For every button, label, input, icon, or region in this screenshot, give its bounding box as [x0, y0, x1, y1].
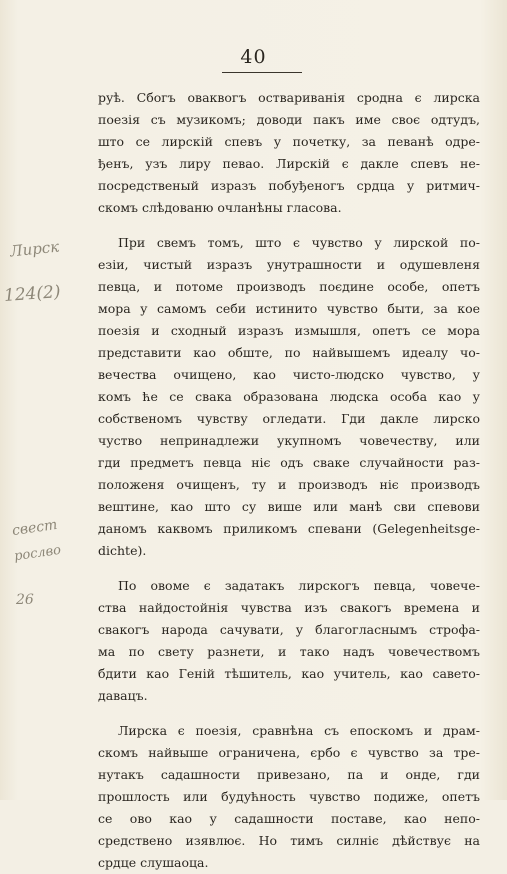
- text-line: певца, и потоме производъ поєдине особе, опетъ: [98, 279, 480, 294]
- text-line: скомъ слѣдованю очланѣны гласова.: [98, 200, 342, 215]
- paragraph: [98, 232, 480, 562]
- margin-note: свест: [11, 516, 59, 540]
- text-line: мора у самомъ себи истинито чувство быти, за кое: [98, 301, 480, 316]
- text-line: скомъ найвыше ограничена, єрбо є чувство за тре-: [98, 745, 480, 760]
- text-line: представити као обште, по найвышемъ идеалу чо-: [98, 345, 480, 360]
- text-line: чуство непринадлежи укупномъ човечеству, или: [98, 433, 480, 448]
- text-line: Лирска є поезія, сравнѣна съ епоскомъ и драм-: [118, 723, 480, 738]
- margin-note: 26: [16, 592, 34, 608]
- text-line: гди предметъ певца ніє одъ сваке случайности раз-: [98, 455, 480, 470]
- margin-note: Лирск: [9, 237, 60, 261]
- text-line: положеня очищенъ, ту и производъ ніє производъ: [98, 477, 480, 492]
- text-line: срдце слушаоца.: [98, 855, 209, 870]
- text-line: езіи, чистый изразъ унутрашности и одушевленя: [98, 257, 480, 272]
- paragraph: [98, 720, 480, 874]
- margin-note: рослво: [13, 542, 62, 565]
- text-line: ђенъ, узъ лиру певао. Лирскій є дакле спевъ не-: [98, 156, 480, 171]
- text-line: прошлость или будућность чувство подиже, опетъ: [98, 789, 480, 804]
- text-line: вештине, као што су више или манѣ сви спевови: [98, 499, 480, 514]
- text-line: руѣ. Сбогъ оваквогъ оствариванія сродна є лирска: [98, 90, 480, 105]
- text-line: давацъ.: [98, 688, 148, 703]
- text-line: При свемъ томъ, што є чувство у лирской по-: [118, 235, 480, 250]
- text-line: што се лирскій спевъ у почетку, за певанѣ одре-: [98, 134, 480, 149]
- page-number: 40: [240, 46, 267, 68]
- text-line: поезія и сходный изразъ измышля, опетъ се мора: [98, 323, 480, 338]
- text-line: По овоме є задатакъ лирскогъ певца, човече-: [118, 578, 480, 593]
- text-line: средствено изявлює. Но тимъ силніє дѣйствує на: [98, 833, 480, 848]
- text-line: ма по свету разнети, и тако надъ човечествомъ: [98, 644, 480, 659]
- text-line: комъ ће се свака образована людска особа као у: [98, 389, 480, 404]
- text-line: поезія съ музикомъ; доводи пакъ име своє одтудъ,: [98, 112, 480, 127]
- text-line: собственомъ чувству огледати. Гди дакле лирско: [98, 411, 480, 426]
- text-line: вечества очищено, као чисто-людско чувство, у: [98, 367, 480, 382]
- text-line: даномъ каквомъ приликомъ спевани (Gelegenheitsge-: [98, 521, 480, 536]
- text-line: dichte).: [98, 543, 147, 558]
- text-line: бдити као Геній тѣшитель, као учитель, као савето-: [98, 666, 480, 681]
- text-line: нутакъ садашности привезано, па и онде, гди: [98, 767, 480, 782]
- margin-note: 124(2): [3, 282, 62, 306]
- body-text: [98, 87, 480, 874]
- paragraph: [98, 575, 480, 707]
- text-line: се ово као у садашности поставе, као непо-: [98, 811, 480, 826]
- paragraph: [98, 87, 480, 219]
- text-line: свакогъ народа сачувати, у благогласнымъ строфа-: [98, 622, 480, 637]
- text-line: ства найдостойнія чувства изъ свакогъ времена и: [98, 600, 480, 615]
- header-rule: [222, 72, 302, 73]
- text-line: посредственый изразъ побуђеногъ срдца у ритмич-: [98, 178, 480, 193]
